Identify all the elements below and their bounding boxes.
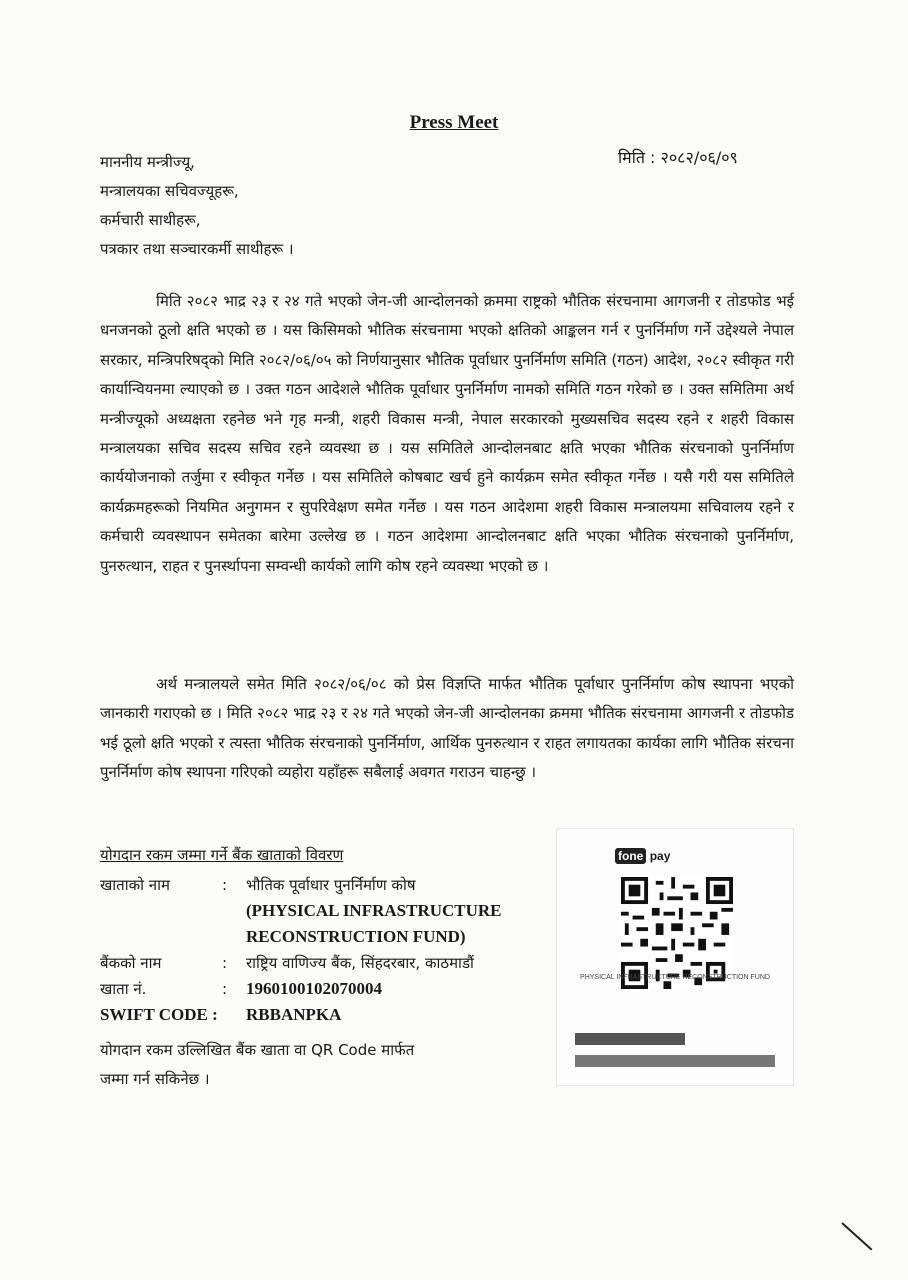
qr-code-card <box>556 828 794 1086</box>
salutation-list <box>100 148 294 264</box>
account-name-value <box>246 872 550 950</box>
salutation-line: कर्मचारी साथीहरू, <box>100 211 201 229</box>
bank-name-row <box>100 950 550 976</box>
bank-name-value: राष्ट्रिय वाणिज्य बैंक, सिंहदरबार, काठमाडौं <box>246 954 474 972</box>
bank-info-strip <box>575 1055 775 1067</box>
separator-colon: : <box>222 876 228 894</box>
document-title: Press Meet <box>409 112 499 133</box>
account-number-label: खाता नं. <box>100 980 147 998</box>
salutation-line: पत्रकार तथा सञ्चारकर्मी साथीहरू । <box>100 240 294 258</box>
body-paragraph-2: अर्थ मन्त्रालयले समेत मिति २०८२/०६/०८ को प्रेस विज्ञप्ति मार्फत भौतिक पूर्वाधार पुनर्निर्माण कोष स्थापना भएको जानकारी गराएको छ । मिति २०८२ भाद्र २३ र २४ गते भएको जेन-जी आन्दोलनका क्रममा भौतिक संरचनामा आगजनी र तोडफोड भई ठूलो क्षति भएको र त्यस्ता भौतिक संरचनाको पुनर्निर्माण, आर्थिक पुनरुत्थान र राहत लगायतका कार्यका लागि भौतिक संरचना पुनर्निर्माण कोष स्थापना गरिएको व्यहोरा यहाँहरू सबैलाई अवगत गराउन चाहन्छु । <box>100 675 794 782</box>
fonepay-logo-text: pay <box>649 849 671 863</box>
account-name-english-2: RECONSTRUCTION FUND) <box>246 927 466 946</box>
fonepay-logo-box: fone <box>615 848 646 864</box>
account-number-row <box>100 976 550 1002</box>
salutation-line: माननीय मन्त्रीज्यू, <box>100 153 195 171</box>
contribution-note-line-1: योगदान रकम उल्लिखित बैंक खाता वा QR Code मार्फत <box>100 1041 415 1059</box>
account-name-nepali: भौतिक पूर्वाधार पुनर्निर्माण कोष <box>246 876 416 894</box>
bank-name-label: बैंकको नाम <box>100 954 162 972</box>
body-paragraph-1: मिति २०८२ भाद्र २३ र २४ गते भएको जेन-जी आन्दोलनको क्रममा राष्ट्रको भौतिक संरचनामा आगजनी र तोडफोड भई धनजनको ठूलो क्षति भएको छ । यस किसिमको भौतिक संरचनामा भएको क्षतिको आङ्कलन गर्न र पुनर्निर्माण गर्ने उद्देश्यले नेपाल सरकार, मन्त्रिपरिषद्को मिति २०८२/०६/०५ को निर्णयानुसार भौतिक पूर्वाधार पुनर्निर्माण समिति (गठन) आदेश, २०८२ स्वीकृत गरी कार्यान्वियनमा ल्याएको छ । उक्त गठन आदेशले भौतिक पूर्वाधार पुनर्निर्माण नामको समिति गठन गरेको छ । उक्त समितिमा अर्थ मन्त्रीज्यूको अध्यक्षता रहनेछ भने गृह मन्त्री, शहरी विकास मन्त्री, नेपाल सरकारको मुख्यसचिव सदस्य रहने र शहरी विकास मन्त्रालयका सचिव सदस्य सचिव रहने व्यवस्था छ । यस समितिले आन्दोलनबाट क्षति भएका भौतिक संरचनाको पुनर्निर्माण कार्ययोजनाको तर्जुमा र स्वीकृत गर्नेछ । यस समितिले कोषबाट खर्च हुने कार्यक्रम समेत स्वीकृत गर्नेछ । यसै गरी यस समितिले कार्यक्रमहरूको नियमित अनुगमन र सुपरिवेक्षण समेत गर्नेछ । यस गठन आदेशमा शहरी विकास मन्त्रालयमा सचिवालय रहने र कर्मचारी व्यवस्थापन समेतका बारेमा उल्लेख छ । गठन आदेशमा आन्दोलनबाट क्षति भएका भौतिक संरचनाको पुनर्निर्माण, पुनरुत्थान, राहत र पुनर्स्थापना सम्वन्धी कार्यको लागि कोष रहने व्यवस्था भएको छ । <box>100 292 794 575</box>
bank-details-heading: योगदान रकम जम्मा गर्ने बैंक खाताको विवरण <box>100 846 344 864</box>
qr-fund-caption: PHYSICAL INFRASTRUCTURE RECONSTRUCTION FUND <box>580 974 770 981</box>
contribution-note-line-2: जम्मा गर्न सकिनेछ । <box>100 1070 210 1088</box>
account-name-row <box>100 872 550 950</box>
salutation-line: मन्त्रालयका सचिवज्यूहरू, <box>100 182 239 200</box>
bank-logo-strip <box>575 1033 685 1045</box>
contribution-note <box>100 1036 550 1094</box>
fonepay-logo <box>615 849 670 863</box>
account-name-label: खाताको नाम <box>100 876 170 894</box>
swift-code-row <box>100 1002 550 1028</box>
bank-details <box>100 842 550 1094</box>
separator-colon: : <box>222 954 228 972</box>
separator-colon: : <box>222 980 228 998</box>
account-number-value: 1960100102070004 <box>246 979 382 998</box>
account-name-english-1: (PHYSICAL INFRASTRUCTURE <box>246 901 502 920</box>
swift-code-value: RBBANPKA <box>246 1005 342 1024</box>
document-date: मिति : २०८२/०६/०९ <box>618 148 738 167</box>
pen-mark <box>841 1222 872 1250</box>
swift-code-label: SWIFT CODE : <box>100 1005 218 1024</box>
